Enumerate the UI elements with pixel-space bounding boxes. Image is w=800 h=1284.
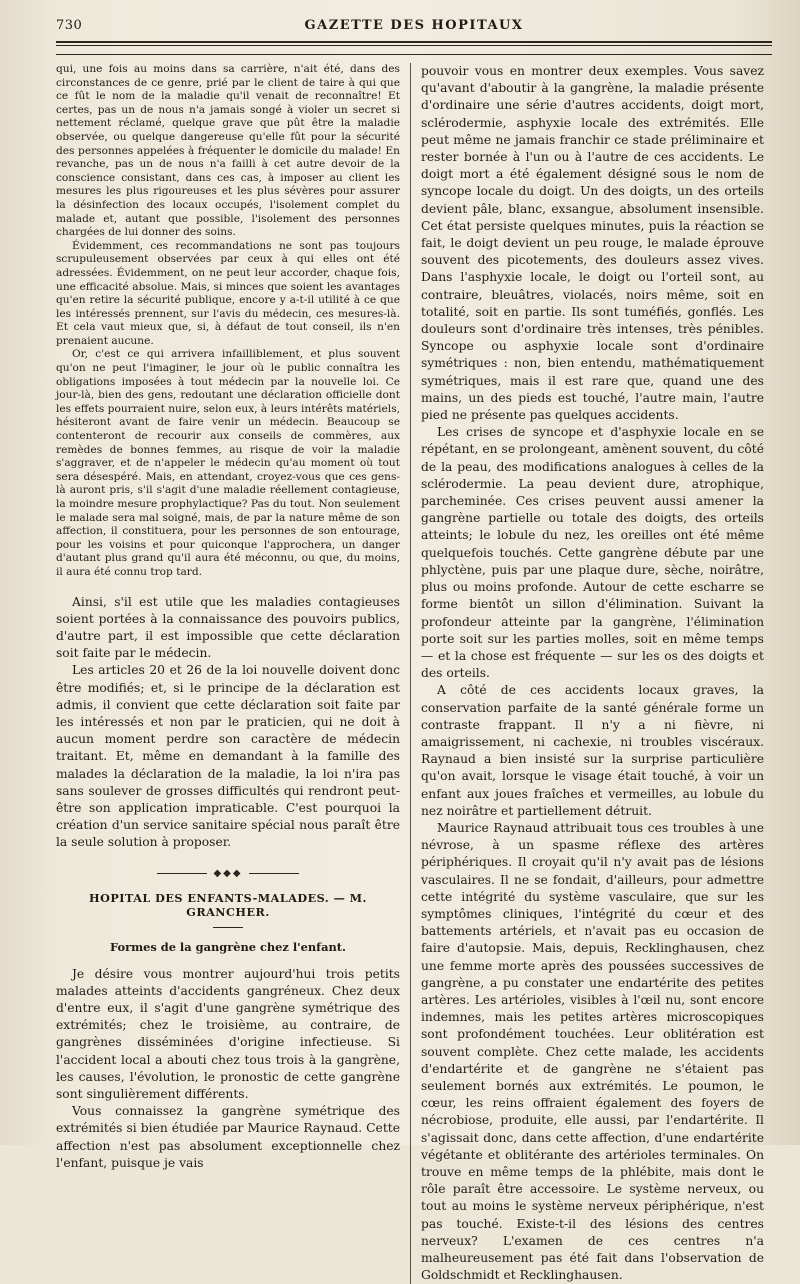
section-divider-ornament: ◆◆◆	[56, 868, 400, 879]
section-heading: HOPITAL DES ENFANTS-MALADES. — M. GRANCHER.	[89, 890, 367, 919]
left-paragraph: Ainsi, s'il est utile que les maladies contagieuses soient portées à la connaissance des pouvoirs publics, d'autre part, il est impossible que cette déclaration soit faite par le médecin.	[56, 594, 400, 661]
lecture-paragraph: Vous connaissez la gangrène symétrique des extrémités si bien étudiée par Maurice Raynaud. Cette affection n'est pas absolument exceptionnelle chez l'enfant, puisque je vais	[56, 1104, 400, 1170]
right-paragraph: Les crises de syncope et d'asphyxie locale en se répétant, en se prolongeant, amènent souvent, du côté de la peau, des modifications analogues à celles de la sclérodermie. La peau devient dure, atrophique, parcheminée. Ces crises peuvent aussi amener la gangrène partielle ou totale des doigts, des orteils atteints; le lobule du nez, les oreilles ont été même quelquefois touchés. Cette gangrène débute par une phlyctène, puis par une plaque dure, sèche, noirâtre, plus ou moins profonde. Autour de cette escharre se forme bientôt un sillon d'élimination. Suivant la profondeur atteinte par la gangrène, l'élimination porte soit sur les parties molles, soit en même temps — et la chose est fréquente — sur les os des doigts et des orteils.	[421, 425, 764, 681]
right-paragraph: Maurice Raynaud attribuait tous ces troubles à une névrose, à un spasme réflexe des artères périphériques. Il croyait qu'il n'y avait pas de lésions vasculaires. Il ne se fondait, d'ailleurs, pour admettre cette intégrité du système vasculaire, que sur les symptômes cliniques, l'intégrité du cœur et des battements artériels, et n'avait pas eu occasion de faire d'autopsie. Mais, depuis, Recklinghausen, chez une femme morte après des poussées successives de gangrène, a pu constater une endartérite des petites artères. Les artérioles, visibles à l'œil nu, sont encore indemnes, mais les petites artères microscopiques sont profondément touchées. Leur oblitération est souvent complète. Chez cette malade, les accidents d'endartérite et de gangrène ne s'étaient pas seulement bornés aux extrémités. Le poumon, le cœur, les reins offraient également des foyers de nécrobiose, produite, elle aussi, par l'endartérite. Il s'agissait donc, dans cette affection, d'une endartérite végétante et oblitérante des artérioles terminales. On trouve en même temps de la phlébite, mais dont le rôle paraît être accessoire. Le système nerveux, ou tout au moins le système nerveux périphérique, n'est pas touché. Existe-t-il des lésions des centres nerveux? L'examen de ces centres n'a malheureusement pas été fait dans l'observation de Goldschmidt et Recklinghausen.	[421, 820, 764, 1283]
right-text-block	[421, 63, 764, 1284]
page-header	[56, 18, 772, 38]
header-double-rule	[56, 41, 772, 46]
left-paragraph: qui, une fois au moins dans sa carrière, n'ait été, dans des circonstances de ce genre, prié par le client de taire à qui que ce fût le nom de la maladie qu'il venait de reconnaître! Et certes, pas un de nous n'a jamais songé à violer un secret si nettement réclamé, quelque grave que pût être la maladie observée, ou quelque dangereuse qu'elle fût pour la sécurité des personnes appelées à fréquenter le domicile du malade! En revanche, pas un de nous n'a failli à cet autre devoir de la conscience consistant, dans ces cas, à imposer au client les mesures les plus rigoureuses et les plus sévères pour assurer la désinfection des locaux occupés, l'isolement complet du malade et, autant que possible, l'isolement des personnes chargées de lui donner des soins.	[56, 63, 400, 239]
heading-short-rule	[213, 927, 243, 928]
lecture-paragraph: Je désire vous montrer aujourd'hui trois petits malades atteints d'accidents gangréneux. Chez deux d'entre eux, il s'agit d'une gangrène symétrique des extrémités; chez le troisième, au contraire, de gangrènes disséminées d'origine infectieuse. Si l'accident local a abouti chez tous trois à la gangrène, les causes, l'évolution, le pronostic de cette gangrène sont singulièrement différents.	[56, 966, 400, 1102]
lecture-text-block	[56, 966, 400, 1172]
journal-title: GAZETTE DES HOPITAUX	[304, 18, 524, 33]
right-paragraph: pouvoir vous en montrer deux exemples. Vous savez qu'avant d'aboutir à la gangrène, la maladie présente d'ordinaire une série d'autres accidents, doigt mort, sclérodermie, asphyxie locale des extrémités. Elle peut même ne jamais franchir ce stade préliminaire et rester bornée à l'un ou à l'autre de ces accidents. Le doigt mort a été également désigné sous le nom de syncope locale du doigt. Un des doigts, un des orteils devient pâle, blanc, exsangue, absolument insensible. Cet état persiste quelques minutes, puis la réaction se fait, le doigt devient un peu rouge, le malade éprouve souvent des picotements, des douleurs assez vives. Dans l'asphyxie locale, le doigt ou l'orteil sont, au contraire, bleuâtres, violacés, noirs même, soit en totalité, soit en partie. Ils sont tuméfiés, gonflés. Les douleurs sont d'ordinaire très intenses, très pénibles. Syncope ou asphyxie locale sont d'ordinaire symétriques : non, bien entendu, mathématiquement symétriques, mais il est rare que, quand une des mains, un des pieds est touché, l'autre main, l'autre pied ne présente pas quelques accidents.	[421, 64, 764, 423]
two-column-body	[56, 63, 772, 1284]
lecture-title: Formes de la gangrène chez l'enfant.	[110, 939, 346, 954]
left-large-text-block	[56, 594, 400, 852]
right-column	[410, 63, 764, 1284]
right-paragraph: A côté de ces accidents locaux graves, la conservation parfaite de la santé générale forme un contraste frappant. Il n'y a ni fièvre, ni amaigrissement, ni cachexie, ni troubles viscéraux. Raynaud a bien insisté sur la surprise particulière qu'on avait, lorsque le visage était touché, à voir un enfant aux joues fraîches et vermeilles, au lobule du nez noirâtre et partiellement détruit.	[421, 683, 764, 818]
block-gap	[56, 580, 400, 594]
left-paragraph: Évidemment, ces recommandations ne sont pas toujours scrupuleusement observées par ceux à qui elles ont été adressées. Évidemment, on ne peut leur accorder, chaque fois, une efficacité absolue. Mais, si minces que soient les avantages qu'en retire la sécurité publique, encore y a-t-il utilité à ce que les intéressés prennent, sur l'avis du médecin, ces mesures-là. Et cela vaut mieux que, si, à défaut de tout conseil, ils n'en prenaient aucune.	[56, 239, 400, 347]
left-column	[56, 63, 410, 1284]
header-thin-rule	[56, 54, 772, 55]
left-small-text-block	[56, 63, 400, 580]
page-number: 730	[56, 18, 83, 33]
left-paragraph: Les articles 20 et 26 de la loi nouvelle doivent donc être modifiés; et, si le principe de la déclaration est admis, il convient que cette déclaration soit faite par les intéressés et non par le praticien, qui ne doit à aucun moment perdre son caractère de médecin traitant. Et, même en demandant à la famille des malades la déclaration de la maladie, la loi n'ira pas sans soulever de grosses difficultés qui rendront peut-être son application impraticable. C'est pourquoi la création d'un service sanitaire spécial nous paraît être la seule solution à proposer.	[56, 663, 400, 850]
left-paragraph: Or, c'est ce qui arrivera infailliblement, et plus souvent qu'on ne peut l'imaginer, le jour où le public connaîtra les obligations imposées à tout médecin par la nouvelle loi. Ce jour-là, bien des gens, redoutant une déclaration officielle dont les effets pourraient nuire, selon eux, à leurs intérêts matériels, hésiteront avant de faire venir un médecin. Beaucoup se contenteront de recourir aux conseils de commères, aux remèdes de bonnes femmes, au risque de voir la maladie s'aggraver, et de n'appeler le médecin qu'au moment où tout sera désespéré. Mais, en attendant, croyez-vous que ces gens-là auront pris, s'il s'agit d'une maladie réellement contagieuse, la moindre mesure prophylactique? Pas du tout. Non seulement le malade sera mal soigné, mais, de par la nature même de son affection, il constituera, pour les personnes de son entourage, pour les voisins et pour quiconque l'approchera, un danger d'autant plus grand qu'il aura été méconnu, ou que, du moins, il aura été connu trop tard.	[56, 348, 400, 578]
